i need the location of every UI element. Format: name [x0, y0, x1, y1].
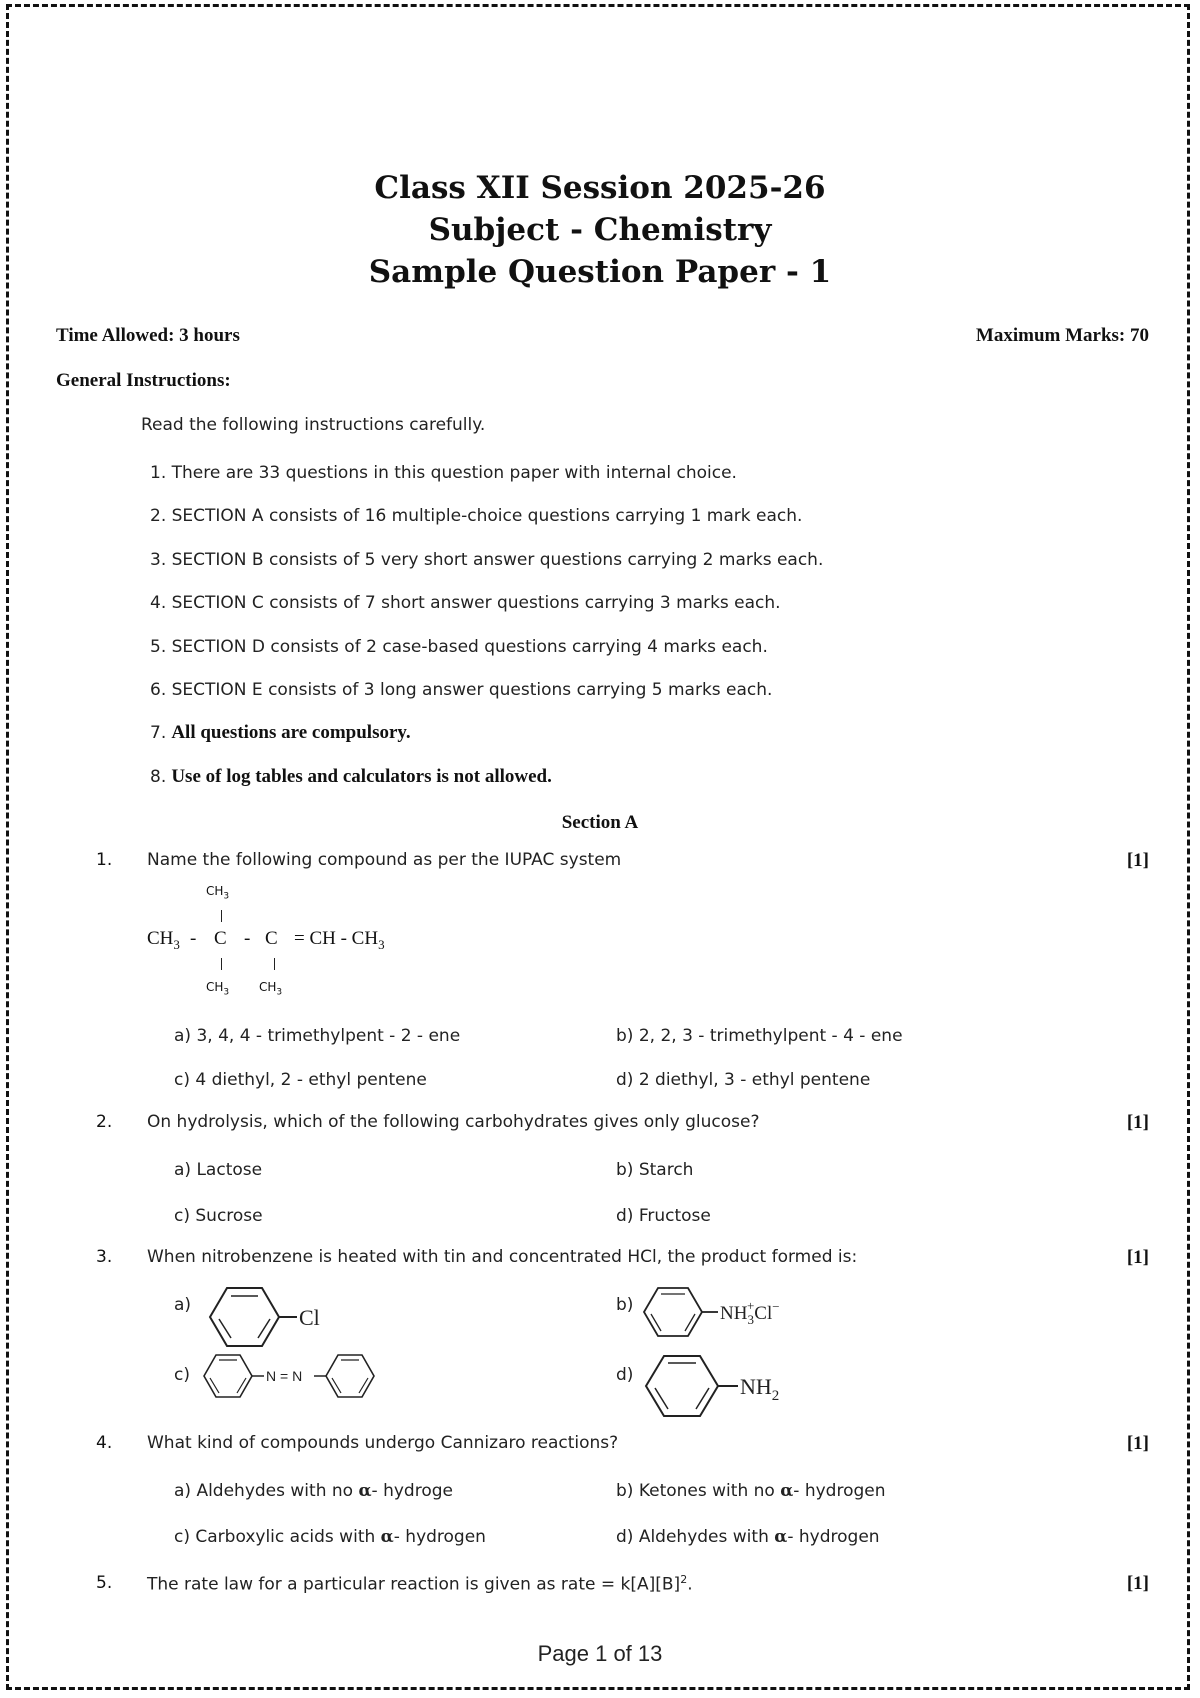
question-text: What kind of compounds undergo Cannizaro reactions?	[147, 1433, 619, 1453]
question-marks: [1]	[1126, 1112, 1149, 1133]
instruction-item: 5. SECTION D consists of 2 case-based questions carrying 4 marks each.	[150, 637, 768, 657]
alpha-symbol: α	[380, 1527, 394, 1547]
instructions-intro: Read the following instructions carefully.	[141, 415, 486, 435]
azobenzene-structure	[200, 1350, 390, 1402]
alpha-symbol: α	[358, 1481, 372, 1501]
alpha-symbol: α	[780, 1481, 794, 1501]
option-c[interactable]: c) 4 diethyl, 2 - ethyl pentene	[174, 1070, 427, 1090]
option-a[interactable]: a) Aldehydes with no α- hydroge	[174, 1481, 453, 1501]
bond-line	[274, 958, 275, 970]
paper-title-class: Class XII Session 2025-26	[374, 170, 826, 206]
aniline-structure	[640, 1350, 800, 1422]
svg-text:NH2: $NH_2$	[740, 1374, 780, 1404]
option-a[interactable]: a)	[174, 1295, 192, 1315]
chlorobenzene-structure	[200, 1282, 340, 1352]
question-number: 4.	[96, 1433, 113, 1453]
instruction-item: 3. SECTION B consists of 5 very short answer questions carrying 2 marks each.	[150, 550, 824, 570]
section-title: Section A	[561, 812, 639, 833]
question-text: The rate law for a particular reaction is given as rate = $k[A][B]^2$.	[147, 1573, 693, 1595]
question-text: When nitrobenzene is heated with tin and concentrated HCl, the product formed is:	[147, 1247, 858, 1267]
option-a[interactable]: a) Lactose	[174, 1160, 263, 1180]
option-b[interactable]: b) Ketones with no α- hydrogen	[616, 1481, 886, 1501]
svg-text:Cl: Cl	[299, 1305, 320, 1330]
option-b[interactable]: b) Starch	[616, 1160, 694, 1180]
option-d[interactable]: d) 2 diethyl, 3 - ethyl pentene	[616, 1070, 871, 1090]
svg-text:NH3+Cl−: $NH_3+Cl^-$	[720, 1298, 780, 1327]
maximum-marks: Maximum Marks: 70	[975, 325, 1149, 346]
question-number: 1.	[96, 850, 113, 870]
alpha-symbol: α	[774, 1527, 788, 1547]
svg-text:N = N: N = N	[266, 1368, 303, 1384]
instruction-item-8: 8. Use of log tables and calculators is not allowed.	[150, 766, 552, 787]
paper-title-subject: Subject - Chemistry	[428, 212, 772, 248]
option-b[interactable]: b)	[616, 1295, 634, 1315]
anilinium-chloride-structure	[640, 1282, 810, 1342]
option-c[interactable]: c)	[174, 1365, 190, 1385]
bond-line	[221, 910, 222, 922]
question-marks: [1]	[1126, 1573, 1149, 1594]
question-text: On hydrolysis, which of the following carbohydrates gives only glucose?	[147, 1112, 760, 1132]
time-allowed: Time Allowed: 3 hours	[56, 325, 240, 346]
option-b[interactable]: b) 2, 2, 3 - trimethylpent - 4 - ene	[616, 1026, 903, 1046]
option-a[interactable]: a) 3, 4, 4 - trimethylpent - 2 - ene	[174, 1026, 461, 1046]
question-text: Name the following compound as per the IUPAC system	[147, 850, 622, 870]
page-number: Page 1 of 13	[537, 1641, 663, 1666]
instruction-item: 1. There are 33 questions in this question paper with internal choice.	[150, 463, 737, 483]
instructions-heading: General Instructions:	[56, 370, 231, 391]
option-d[interactable]: d) Fructose	[616, 1206, 711, 1226]
option-d[interactable]: d)	[616, 1365, 634, 1385]
question-marks: [1]	[1126, 1433, 1149, 1454]
question-marks: [1]	[1126, 850, 1149, 871]
instruction-item: 4. SECTION C consists of 7 short answer questions carrying 3 marks each.	[150, 593, 781, 613]
question-marks: [1]	[1126, 1247, 1149, 1268]
bond-line	[221, 958, 222, 970]
instruction-item-7: 7. All questions are compulsory.	[150, 722, 411, 743]
paper-title-sqp: Sample Question Paper - 1	[368, 254, 832, 290]
option-c[interactable]: c) Carboxylic acids with α- hydrogen	[174, 1527, 486, 1547]
option-d[interactable]: d) Aldehydes with α- hydrogen	[616, 1527, 880, 1547]
instruction-item: 2. SECTION A consists of 16 multiple-choice questions carrying 1 mark each.	[150, 506, 803, 526]
instruction-item: 6. SECTION E consists of 3 long answer questions carrying 5 marks each.	[150, 680, 773, 700]
question-number: 2.	[96, 1112, 113, 1132]
question-number: 3.	[96, 1247, 113, 1267]
option-c[interactable]: c) Sucrose	[174, 1206, 263, 1226]
question-number: 5.	[96, 1573, 113, 1593]
